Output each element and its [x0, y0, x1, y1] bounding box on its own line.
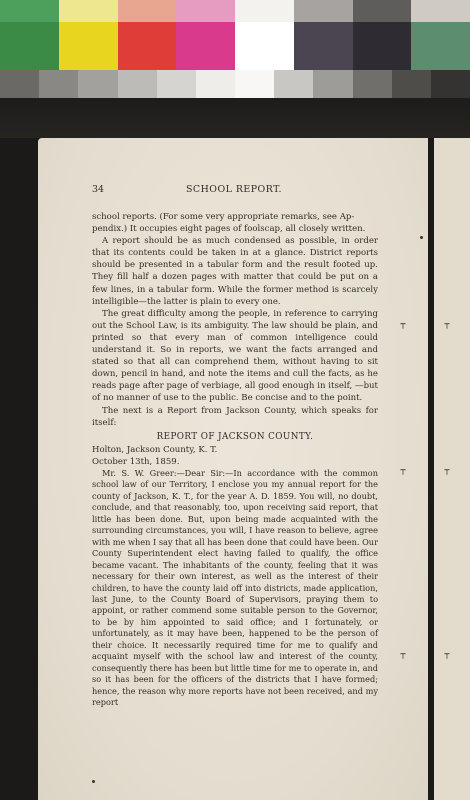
gray-swatch	[157, 70, 196, 98]
margin-mark: ⸆	[400, 651, 407, 665]
gray-swatch	[235, 70, 274, 98]
gray-swatch	[78, 70, 117, 98]
color-swatch	[411, 22, 470, 70]
adjacent-page-edge	[434, 138, 470, 800]
section-title: REPORT OF JACKSON COUNTY.	[156, 431, 314, 442]
date-line: October 13th, 1859.	[92, 456, 180, 467]
color-chart-row-2	[0, 22, 470, 70]
gray-swatch	[196, 70, 235, 98]
margin-mark: ⸆	[400, 321, 407, 335]
color-swatch	[59, 0, 118, 22]
color-swatch	[0, 22, 59, 70]
page-number: 34	[92, 184, 104, 195]
page-speck	[420, 236, 423, 239]
gray-swatch	[392, 70, 431, 98]
letter-text: Mr. S. W. Greer:—Dear Sir:—In accordance with the common school law of our Territory, I enclose you my annual report for the county of Jackson, K. T., for the year A. D. 1859. You will, no doubt, conclude, and that reasonably, too, upon receiving said report, that little has been done. But, upon being made acquainted with the surrounding circumstances, you will, I have reason to believe, agree with me when I say that all has been done that could have been. Our County Superintendent elect having failed to qualify, the office became vacant. The inhabitants of the county, feeling that it was necessary for their own interest, as well as the interest of their children, to have the county laid off into districts, made application, last June, to the County Board of Supervisors, praying them to appoint, or rather commend some suitable person to the Governor, to be by him appointed to said office; and I fortunately, or unfortunately, as it may have been, happened to be the person of their choice. It necessarily required time for me to qualify and acquaint myself with the school law and interest of the county, consequently there has been but little time for me to operate in, and so it has been for the officers of the districts that I have formed; hence, the reason why more reports have not been received, and my report	[92, 467, 378, 708]
margin-mark: ⸆	[444, 467, 451, 481]
color-swatch	[118, 22, 177, 70]
margin-mark: ⸆	[444, 321, 451, 335]
margin-mark: ⸆	[444, 651, 451, 665]
gray-swatch	[431, 70, 470, 98]
page-speck	[92, 780, 95, 783]
paragraph: The next is a Report from Jackson County, which speaks for itself:	[92, 405, 378, 428]
text-line: school reports. (For some very appropriate remarks, see Ap-	[92, 212, 355, 222]
color-chart-row-1	[0, 0, 470, 22]
color-swatch	[176, 0, 235, 22]
page-body	[92, 211, 378, 708]
gray-scale-row	[0, 70, 470, 98]
color-swatch	[294, 0, 353, 22]
margin-mark: ⸆	[400, 467, 407, 481]
color-swatch	[411, 0, 470, 22]
gray-swatch	[353, 70, 392, 98]
paragraph: A report should be as much condensed as possible, in order that its contents could be taken in at a glance. District reports should be presented in a tabular form and the result footed up. They fill half a dozen pages with matter that could be put on a few lines, in a tabular form. While the former method is scarcely intelligible—the latter is plain to every one.	[92, 236, 378, 307]
gray-swatch	[313, 70, 352, 98]
gray-swatch	[274, 70, 313, 98]
gray-swatch	[0, 70, 39, 98]
color-swatch	[176, 22, 235, 70]
color-swatch	[235, 0, 294, 22]
color-swatch	[294, 22, 353, 70]
color-swatch	[0, 0, 59, 22]
color-swatch	[353, 22, 412, 70]
text-line: pendix.) It occupies eight pages of foolscap, all closely written.	[92, 224, 366, 235]
color-swatch	[353, 0, 412, 22]
color-swatch	[118, 0, 177, 22]
color-swatch	[235, 22, 294, 70]
location-line: Holton, Jackson County, K. T.	[92, 444, 218, 455]
gray-swatch	[39, 70, 78, 98]
scan-background	[0, 98, 470, 138]
running-title: SCHOOL REPORT.	[186, 184, 282, 195]
page-header	[92, 184, 378, 198]
gray-swatch	[118, 70, 157, 98]
color-swatch	[59, 22, 118, 70]
paragraph: The great difficulty among the people, in reference to carrying out the School Law, is its ambiguity. The law should be plain, and printed so that every man of common intelligence could understand it. So in reports, we want the facts arranged and stated so that all can comprehend them, without having to sit down, pencil in hand, and note the items and cull the facts, as he reads page after page of verbiage, all good enough in itself, —but of no manner of use to the public. Be concise and to the point.	[92, 308, 378, 404]
